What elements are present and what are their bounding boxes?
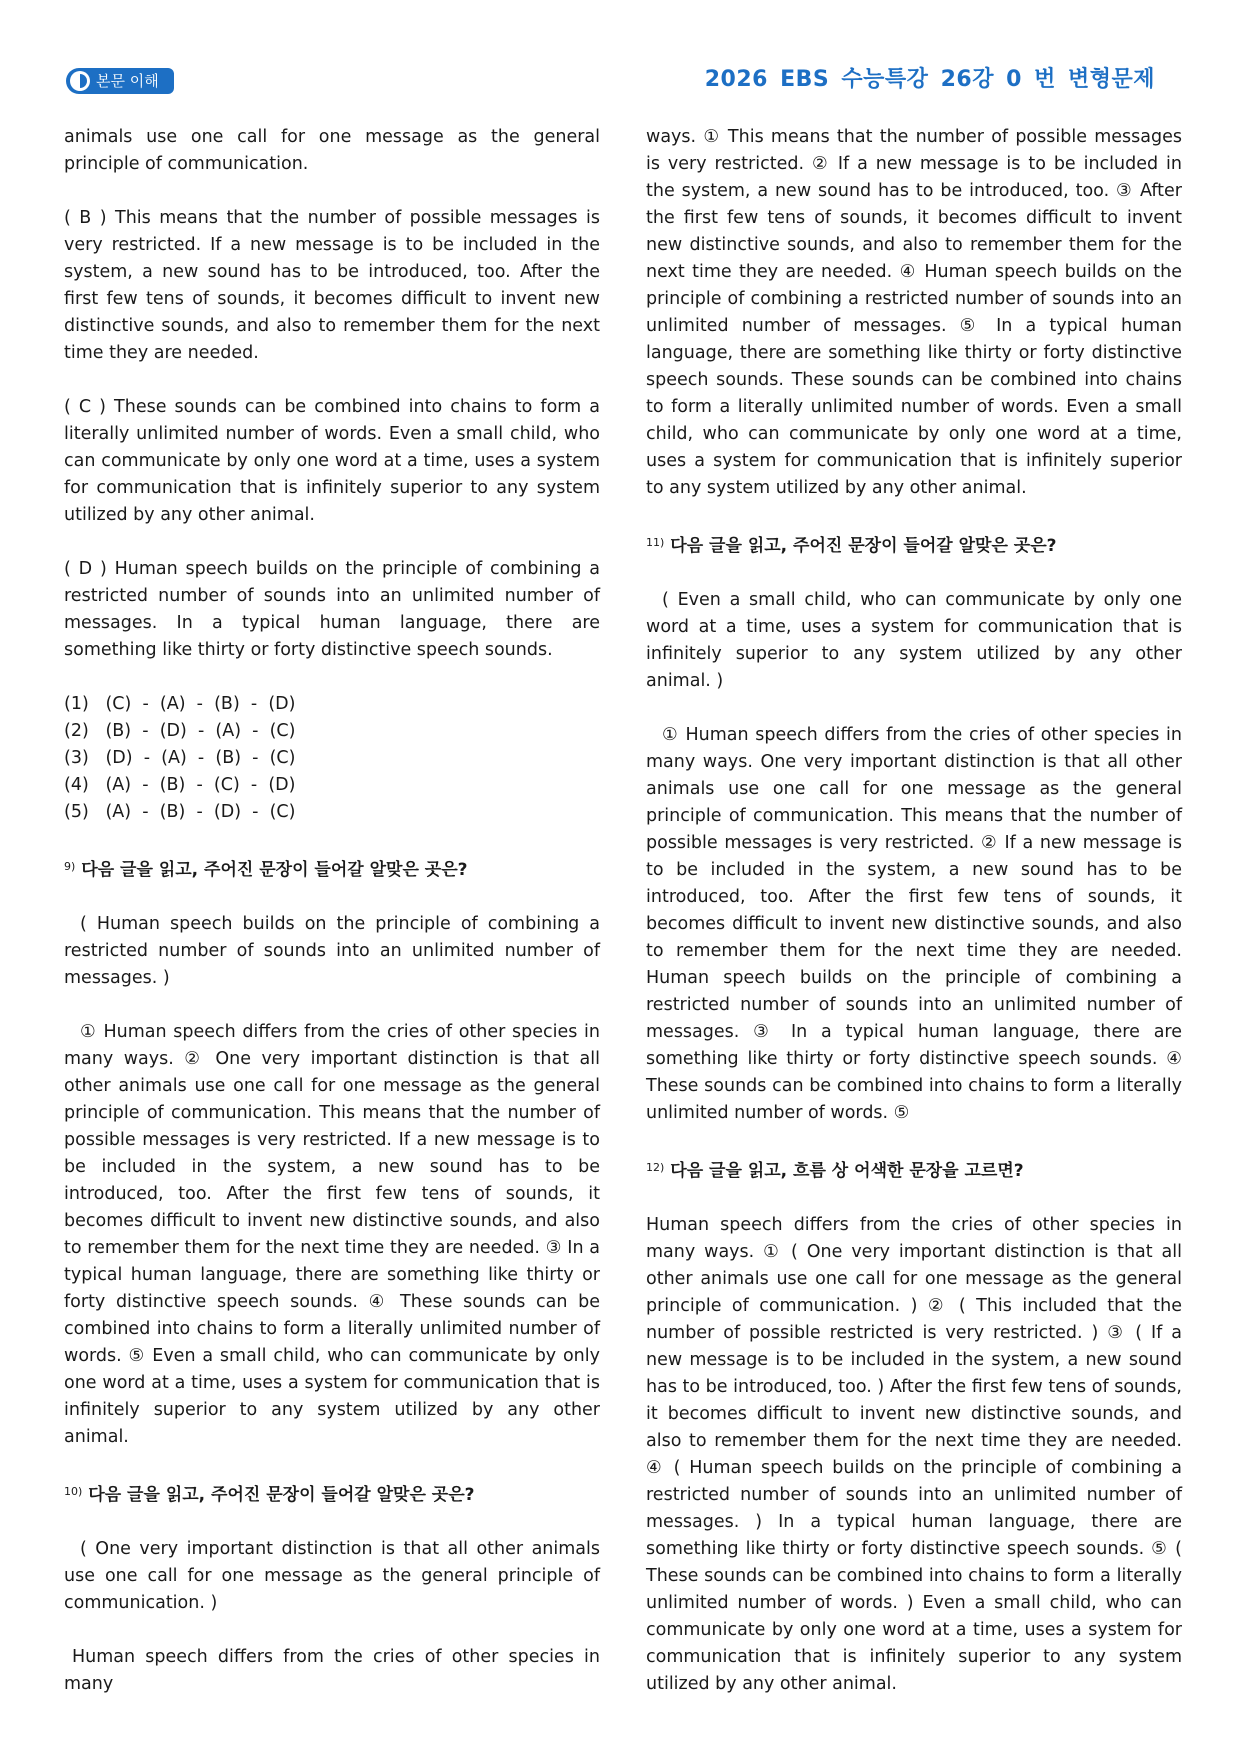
question-passage: Human speech differs from the cries of other species in many	[64, 1647, 600, 1694]
question-number: 9)	[64, 860, 76, 873]
question-title: 다음 글을 읽고, 주어진 문장이 들어갈 알맞은 곳은?	[88, 1485, 475, 1505]
answer-option: (5) (A) - (B) - (D) - (C)	[64, 802, 296, 822]
paragraph-c: ( C ) These sounds can be combined into chains to form a literally unlimited number of words. Even a small child, who can communicate by only one word at a time, uses a system for communication that is infinitely superior to any system utilized by any other animal.	[64, 397, 600, 525]
passage-fragment: animals use one call for one message as the general principle of communication.	[64, 127, 600, 174]
half-circle-icon	[70, 71, 90, 91]
section-badge-label: 본문 이해	[96, 72, 159, 90]
given-sentence: ( Even a small child, who can communicate by only one word at a time, uses a system for communication that is infinitely superior to any system utilized by any other animal. )	[646, 590, 1182, 691]
question-9-heading	[64, 853, 600, 884]
page-title: 2026 EBS 수능특강 26강 0 번 변형문제	[704, 67, 1155, 92]
paragraph-b: ( B ) This means that the number of possible messages is very restricted. If a new message is to be included in the system, a new sound has to be introduced, too. After the first few tens of sounds, it becomes difficult to invent new distinctive sounds, and also to remember them for the next time they are needed.	[64, 208, 600, 363]
question-title: 다음 글을 읽고, 주어진 문장이 들어갈 알맞은 곳은?	[81, 860, 468, 880]
answer-option: (4) (A) - (B) - (C) - (D)	[64, 775, 296, 795]
given-sentence: ( One very important distinction is that all other animals use one call for one message as the general principle of communication. )	[64, 1539, 600, 1613]
question-11-heading	[646, 529, 1182, 560]
answer-option: (2) (B) - (D) - (A) - (C)	[64, 721, 296, 741]
given-sentence: ( Human speech builds on the principle of combining a restricted number of sounds into an unlimited number of messages. )	[64, 914, 600, 988]
question-number: 12)	[646, 1161, 665, 1174]
question-passage: ① Human speech differs from the cries of other species in many ways. One very important distinction is that all other animals use one call for one message as the general principle of communication. This means that the number of possible messages is very restricted. ② If a new message is to be included in the system, a new sound has to be introduced, too. After the first few tens of sounds, it becomes difficult to invent new distinctive sounds, and also to remember them for the next time they are needed. Human speech builds on the principle of combining a restricted number of sounds into an unlimited number of messages. ③ In a typical human language, there are something like thirty or forty distinctive speech sounds. ④ These sounds can be combined into chains to form a literally unlimited number of words. ⑤	[646, 725, 1182, 1123]
left-column	[64, 124, 600, 1698]
answer-option: (1) (C) - (A) - (B) - (D)	[64, 694, 296, 714]
question-passage: Human speech differs from the cries of other species in many ways. ① ( One very important distinction is that all other animals use one call for one message as the general principle of communication. ) ② ( This included that the number of possible restricted is very restricted. ) ③ ( If a new message is to be included in the system, a new sound has to be introduced, too. ) After the first few tens of sounds, it becomes difficult to invent new distinctive sounds, and also to remember them for the next time they are needed. ④ ( Human speech builds on the principle of combining a restricted number of sounds into an unlimited number of messages. ) In a typical human language, there are something like thirty or forty distinctive speech sounds. ⑤ ( These sounds can be combined into chains to form a literally unlimited number of words. ) Even a small child, who can communicate by only one word at a time, uses a system for communication that is infinitely superior to any system utilized by any other animal.	[646, 1215, 1182, 1694]
question-12-heading	[646, 1154, 1182, 1185]
paragraph-d: ( D ) Human speech builds on the principle of combining a restricted number of sounds into an unlimited number of messages. In a typical human language, there are something like thirty or forty distinctive speech sounds.	[64, 559, 600, 660]
page-header	[0, 0, 1240, 120]
answer-options	[64, 691, 600, 826]
answer-option: (3) (D) - (A) - (B) - (C)	[64, 748, 296, 768]
question-passage: ways. ① This means that the number of possible messages is very restricted. ② If a new message is to be included in the system, a new sound has to be introduced, too. ③ After the first few tens of sounds, it becomes difficult to invent new distinctive sounds, and also to remember them for the next time they are needed. ④ Human speech builds on the principle of combining a restricted number of sounds into an unlimited number of messages. ⑤ In a typical human language, there are something like thirty or forty distinctive speech sounds. These sounds can be combined into chains to form a literally unlimited number of words. Even a small child, who can communicate by only one word at a time, uses a system for communication that is infinitely superior to any system utilized by any other animal.	[646, 127, 1182, 498]
right-column	[646, 124, 1182, 1725]
question-10-heading	[64, 1478, 600, 1509]
question-number: 10)	[64, 1485, 83, 1498]
question-title: 다음 글을 읽고, 흐름 상 어색한 문장을 고르면?	[670, 1161, 1024, 1181]
question-number: 11)	[646, 536, 665, 549]
question-title: 다음 글을 읽고, 주어진 문장이 들어갈 알맞은 곳은?	[670, 536, 1057, 556]
section-badge	[66, 68, 174, 94]
question-passage: ① Human speech differs from the cries of other species in many ways. ② One very important distinction is that all other animals use one call for one message as the general principle of communication. This means that the number of possible messages is very restricted. If a new message is to be included in the system, a new sound has to be introduced, too. After the first few tens of sounds, it becomes difficult to invent new distinctive sounds, and also to remember them for the next time they are needed. ③ In a typical human language, there are something like thirty or forty distinctive speech sounds. ④ These sounds can be combined into chains to form a literally unlimited number of words. ⑤ Even a small child, who can communicate by only one word at a time, uses a system for communication that is infinitely superior to any system utilized by any other animal.	[64, 1022, 600, 1447]
